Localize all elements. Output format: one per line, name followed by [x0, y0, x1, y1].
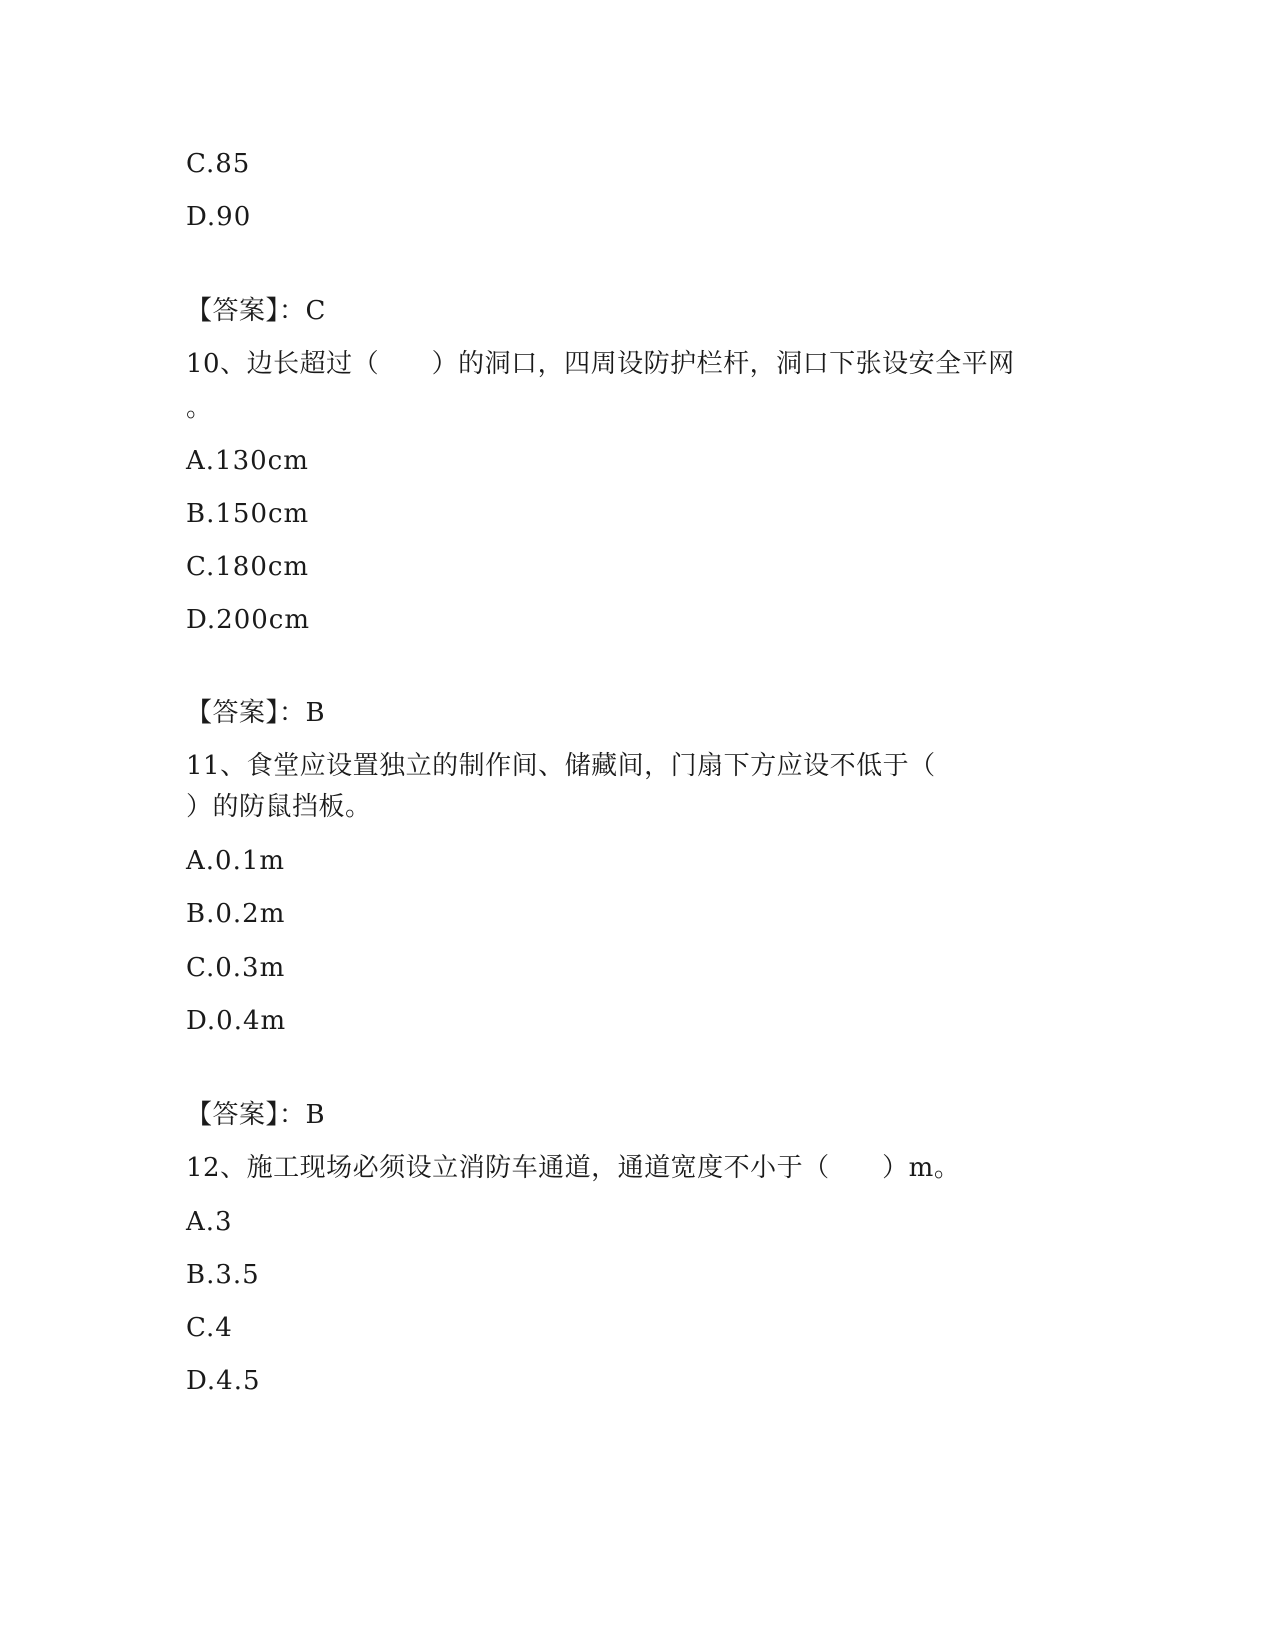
option-d: D.90: [186, 202, 252, 232]
answer-label: 【答案】：B: [186, 698, 326, 728]
option-c: C.85: [186, 149, 251, 179]
option-d: D.200cm: [186, 605, 311, 635]
option-b: B.150cm: [186, 499, 310, 529]
answer-label: 【答案】：B: [186, 1100, 326, 1130]
question-11-stem-cont: ）的防鼠挡板。: [186, 792, 372, 822]
option-a: A.3: [186, 1207, 233, 1237]
question-12-stem: 12、施工现场必须设立消防车通道，通道宽度不小于（ ）m。: [186, 1153, 961, 1183]
question-10-stem: 10、边长超过（ ）的洞口，四周设防护栏杆，洞口下张设安全平网: [186, 349, 1015, 379]
option-b: B.0.2m: [186, 899, 286, 929]
option-a: A.130cm: [186, 446, 309, 476]
option-b: B.3.5: [186, 1260, 260, 1290]
option-a: A.0.1m: [186, 846, 286, 876]
option-c: C.0.3m: [186, 953, 286, 983]
option-d: D.0.4m: [186, 1006, 287, 1036]
answer-label: 【答案】：C: [186, 296, 326, 326]
question-10-stem-cont: 。: [186, 393, 213, 423]
option-c: C.4: [186, 1313, 233, 1343]
option-d: D.4.5: [186, 1366, 261, 1396]
option-c: C.180cm: [186, 552, 310, 582]
question-11-stem: 11、食堂应设置独立的制作间、储藏间，门扇下方应设不低于（: [186, 751, 936, 781]
